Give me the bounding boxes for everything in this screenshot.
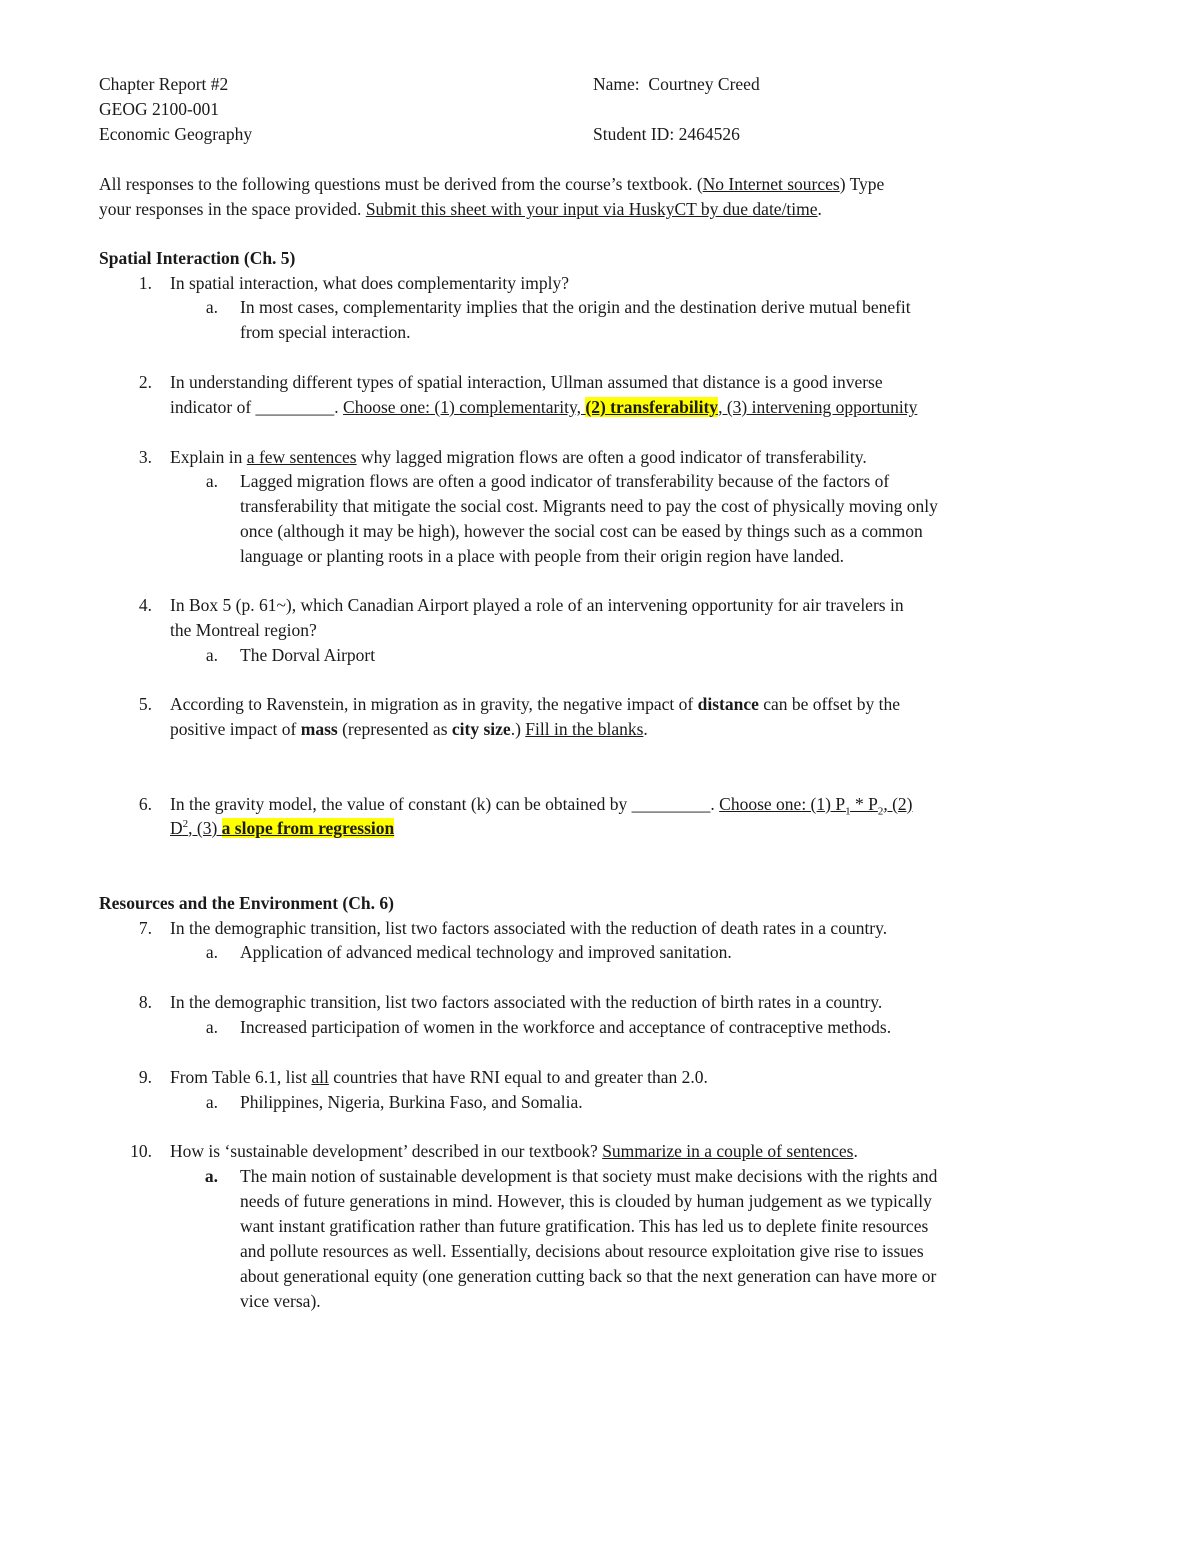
question-1: In spatial interaction, what does complementarity imply?: [170, 273, 569, 293]
answer-10-line-6: vice versa).: [240, 1291, 321, 1311]
question-10: [170, 1140, 858, 1162]
instructions-line-2: [99, 198, 822, 220]
question-number: 5.: [138, 694, 152, 714]
answer-10-line-2: needs of future generations in mind. However, this is clouded by human judgement as we typically: [240, 1191, 932, 1211]
answer-3-line-3: once (although it may be high), however the social cost can be eased by things such as a common: [240, 521, 923, 541]
submit-note: Submit this sheet with your input via HuskyCT by due date/time: [365, 199, 818, 219]
question-6-text: In the gravity model, the value of constant (k) can be obtained by _________.: [170, 794, 720, 814]
question-5-text: .): [510, 719, 526, 739]
question-number: 1.: [138, 273, 152, 293]
answer-10-line-3: want instant gratification rather than future gratification. This has led us to deplete finite resources: [240, 1216, 929, 1236]
choice-option: , (3): [188, 818, 222, 838]
question-5-line-1: [170, 693, 900, 715]
selected-answer: (2) transferability: [585, 397, 719, 417]
question-number: 3.: [138, 447, 152, 467]
answer-10-line-1: The main notion of sustainable development is that society must make decisions with the rights and: [240, 1166, 938, 1186]
question-number: 6.: [138, 794, 152, 814]
choice-instructions: Choose one: (1) complementarity,: [343, 397, 586, 417]
answer-letter: a.: [204, 1166, 218, 1186]
section-heading-spatial: Spatial Interaction (Ch. 5): [99, 248, 296, 268]
name-label: Name:: [593, 74, 640, 94]
question-3: [170, 446, 867, 468]
question-number: 10.: [130, 1141, 152, 1161]
choice-option: , (3) intervening opportunity: [718, 397, 918, 417]
question-6-line-2: [170, 817, 394, 839]
filled-blank: distance: [697, 694, 759, 714]
question-number: 9.: [138, 1067, 152, 1087]
answer-9: Philippines, Nigeria, Burkina Faso, and Somalia.: [240, 1092, 583, 1112]
instructions-text: ) Type: [839, 174, 885, 194]
question-6-line-1: [170, 793, 913, 818]
choice-option: D: [170, 818, 183, 838]
fill-instructions: Fill in the blanks: [525, 719, 644, 739]
selected-answer: a slope from regression: [221, 818, 395, 838]
question-9: [170, 1066, 708, 1088]
question-10-emphasis: Summarize in a couple of sentences: [602, 1141, 854, 1161]
answer-letter: a.: [205, 1017, 218, 1037]
student-id: [593, 123, 740, 145]
course-code: GEOG 2100-001: [99, 99, 220, 119]
question-5-text: (represented as: [337, 719, 452, 739]
answer-letter: a.: [205, 297, 218, 317]
answer-10-line-4: and pollute resources as well. Essentially, decisions about resource exploitation give rise to issues: [240, 1241, 924, 1261]
question-10-text: .: [853, 1141, 858, 1161]
answer-letter: a.: [205, 645, 218, 665]
question-3-emphasis: a few sentences: [246, 447, 357, 467]
question-2-line-2: [170, 396, 917, 418]
question-number: 2.: [138, 372, 152, 392]
filled-blank: city size: [451, 719, 511, 739]
answer-10-line-5: about generational equity (one generation cutting back so that the next generation can have more or: [240, 1266, 937, 1286]
instructions-text: All responses to the following questions must be derived from the course’s textbook. (: [99, 174, 703, 194]
instructions-text: .: [817, 199, 822, 219]
question-2-line-1: In understanding different types of spatial interaction, Ullman assumed that distance is a good inverse: [170, 372, 883, 392]
superscript: 2: [182, 818, 189, 831]
answer-1-line-1: In most cases, complementarity implies that the origin and the destination derive mutual benefit: [240, 297, 911, 317]
answer-letter: a.: [205, 1092, 218, 1112]
answer-3-line-2: transferability that mitigate the social cost. Migrants need to pay the cost of physically moving only: [240, 496, 938, 516]
choice-option: , (2): [883, 794, 913, 814]
answer-8: Increased participation of women in the workforce and acceptance of contraceptive methods.: [240, 1017, 892, 1037]
answer-3-line-4: language or planting roots in a place with people from their origin region have landed.: [240, 546, 845, 566]
question-9-emphasis: all: [311, 1067, 329, 1087]
question-4-line-1: In Box 5 (p. 61~), which Canadian Airport played a role of an intervening opportunity for air travelers in: [170, 595, 904, 615]
question-9-text: countries that have RNI equal to and greater than 2.0.: [328, 1067, 708, 1087]
question-10-text: How is ‘sustainable development’ described in our textbook?: [170, 1141, 603, 1161]
question-5-text: .: [643, 719, 648, 739]
answer-letter: a.: [205, 471, 218, 491]
question-5-text: According to Ravenstein, in migration as in gravity, the negative impact of: [170, 694, 698, 714]
question-9-text: From Table 6.1, list: [170, 1067, 312, 1087]
question-5-text: can be offset by the: [758, 694, 900, 714]
choice-option: Choose one: (1) P: [719, 794, 846, 814]
answer-4: The Dorval Airport: [240, 645, 376, 665]
question-number: 8.: [138, 992, 152, 1012]
choice-option: [170, 818, 222, 838]
no-internet-note: No Internet sources: [702, 174, 840, 194]
question-5-line-2: [170, 718, 648, 740]
question-number: 7.: [138, 918, 152, 938]
question-5-text: positive impact of: [170, 719, 301, 739]
subscript: 1: [845, 805, 851, 818]
question-number: 4.: [138, 595, 152, 615]
instructions-line-1: [99, 173, 884, 195]
answer-7: Application of advanced medical technology and improved sanitation.: [240, 942, 732, 962]
report-title: Chapter Report #2: [99, 74, 229, 94]
answer-3-line-1: Lagged migration flows are often a good indicator of transferability because of the factors of: [240, 471, 890, 491]
course-name: Economic Geography: [99, 124, 253, 144]
question-7: In the demographic transition, list two factors associated with the reduction of death rates in a country.: [170, 918, 888, 938]
student-id-label: Student ID:: [593, 124, 675, 144]
instructions-text: your responses in the space provided.: [99, 199, 366, 219]
subscript: 2: [877, 805, 884, 818]
question-3-text: Explain in: [170, 447, 247, 467]
question-2-text: indicator of _________.: [170, 397, 344, 417]
name-value: Courtney Creed: [648, 74, 760, 94]
choice-option: * P: [850, 794, 878, 814]
answer-1-line-2: from special interaction.: [240, 322, 411, 342]
question-3-text: why lagged migration flows are often a good indicator of transferability.: [356, 447, 867, 467]
question-8: In the demographic transition, list two factors associated with the reduction of birth rates in a country.: [170, 992, 883, 1012]
student-name: [593, 73, 760, 95]
section-heading-resources: Resources and the Environment (Ch. 6): [99, 893, 394, 913]
student-id-value: 2464526: [678, 124, 740, 144]
answer-letter: a.: [205, 942, 218, 962]
question-4-line-2: the Montreal region?: [170, 620, 317, 640]
filled-blank: mass: [300, 719, 338, 739]
choice-instructions: [719, 794, 913, 818]
